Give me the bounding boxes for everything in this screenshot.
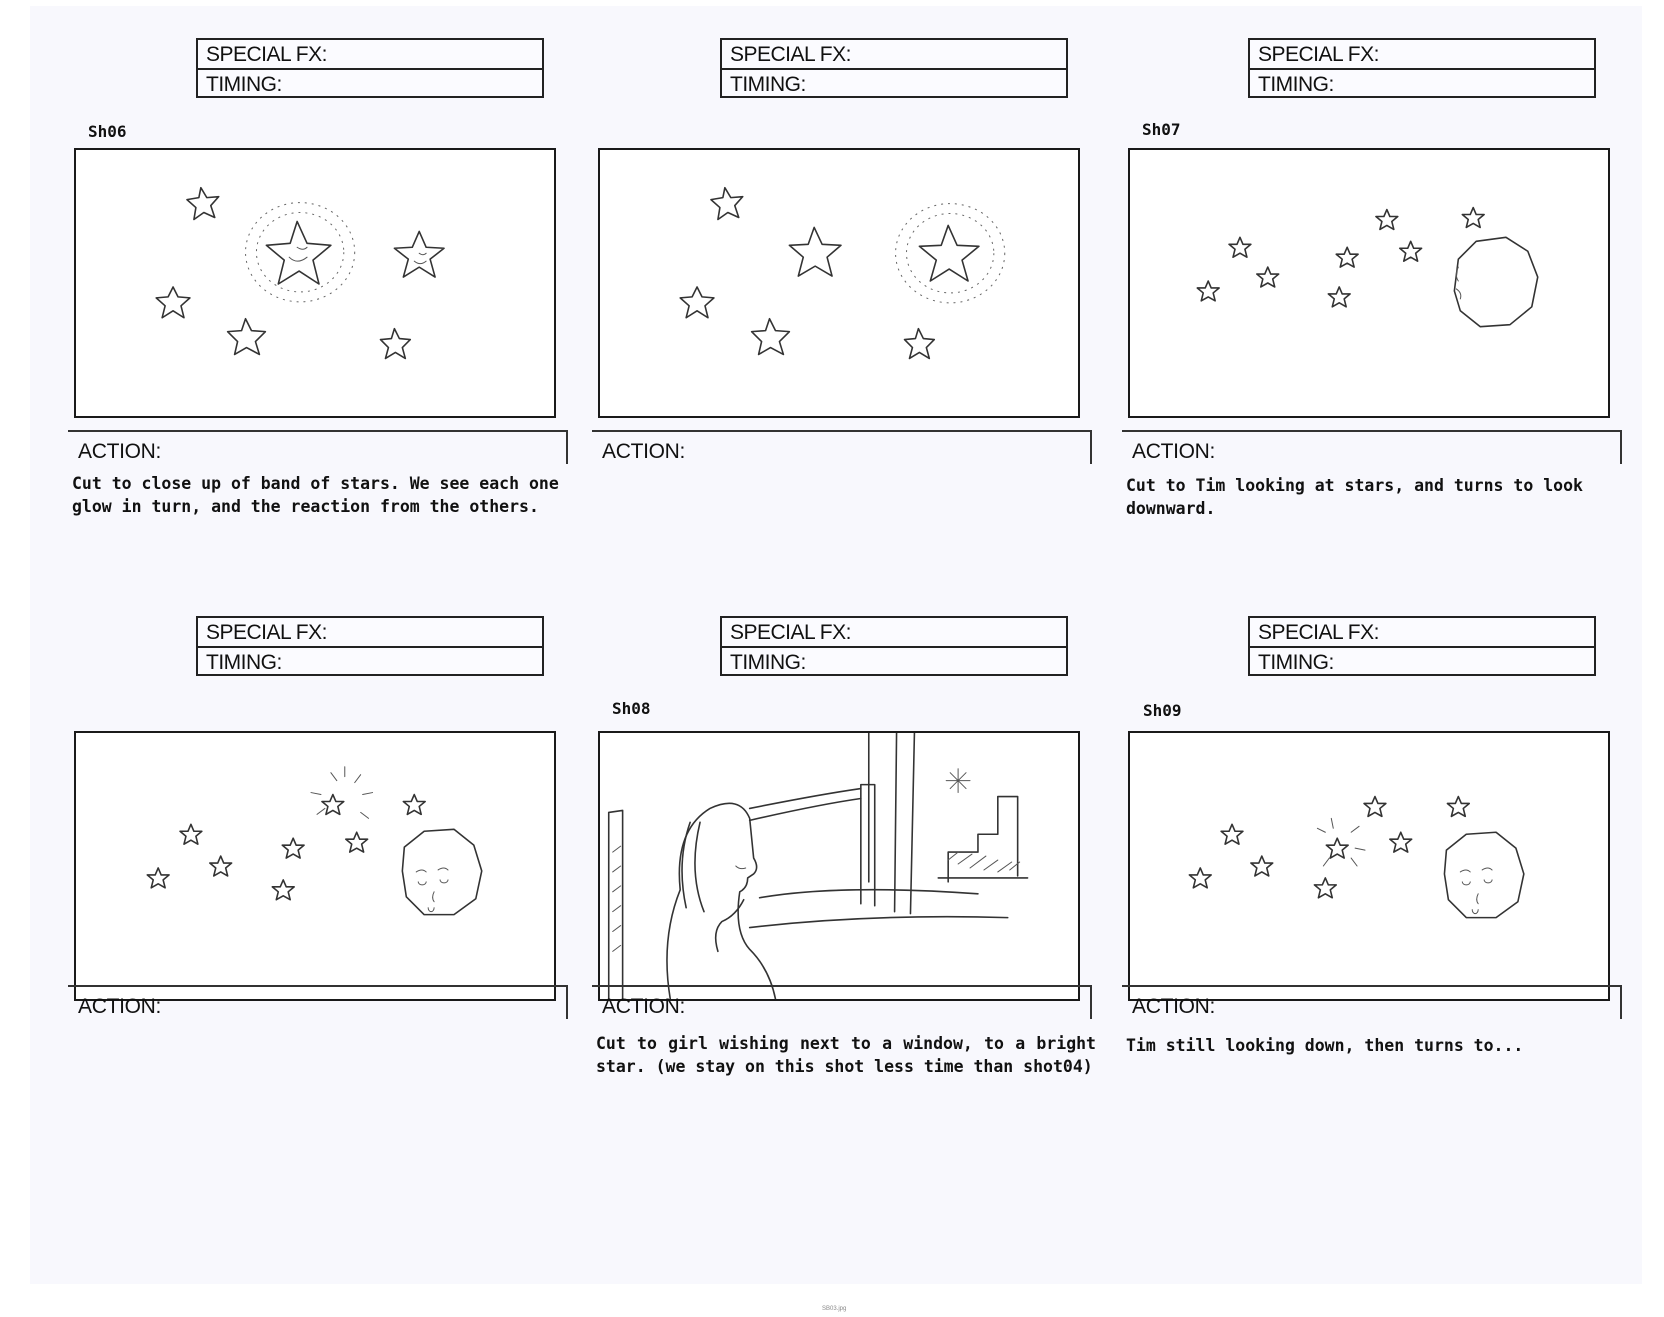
action-label-5: ACTION:: [602, 995, 686, 1018]
timing-label: TIMING:: [1258, 73, 1334, 96]
action-text-1: Cut to close up of band of stars. We see each one glow in turn, and the reaction from the others.: [72, 474, 559, 516]
panel-frame-1: [74, 148, 556, 418]
timing-label: TIMING:: [206, 73, 282, 96]
sketch-band-of-stars-2: [600, 150, 1078, 416]
special-fx-label: SPECIAL FX:: [1250, 618, 1594, 648]
shot-label-6: Sh09: [1143, 701, 1182, 720]
action-text-6: Tim still looking down, then turns to...: [1126, 1036, 1524, 1055]
file-name-footer: SB03.jpg: [822, 1306, 847, 1312]
fx-timing-box-1: [196, 38, 544, 98]
action-label-6: ACTION:: [1132, 995, 1216, 1018]
special-fx-label: SPECIAL FX:: [1250, 40, 1594, 70]
panel-frame-6: [1128, 731, 1610, 1001]
fx-timing-box-6: [1248, 616, 1596, 676]
fx-timing-box-5: [720, 616, 1068, 676]
timing-label: TIMING:: [1258, 651, 1334, 674]
fx-timing-box-4: [196, 616, 544, 676]
shot-label-1: Sh06: [88, 122, 127, 141]
panel-frame-3: [1128, 148, 1610, 418]
special-fx-label: SPECIAL FX:: [198, 618, 542, 648]
fx-timing-box-3: [1248, 38, 1596, 98]
action-text-5: Cut to girl wishing next to a window, to a bright star. (we stay on this shot less time than shot04): [596, 1034, 1096, 1076]
shot-label-5: Sh08: [612, 699, 651, 718]
timing-label: TIMING:: [206, 651, 282, 674]
sketch-tim-looking-at-stars: [1130, 150, 1608, 416]
sketch-girl-wishing-at-window: [600, 733, 1078, 999]
sketch-band-of-stars-1: [76, 150, 554, 416]
timing-label: TIMING:: [730, 651, 806, 674]
storyboard-sheet: [30, 6, 1642, 1284]
sketch-tim-and-glowing-star: [76, 733, 554, 999]
action-label-1: ACTION:: [78, 440, 162, 463]
panel-frame-2: [598, 148, 1080, 418]
fx-timing-box-2: [720, 38, 1068, 98]
action-label-4: ACTION:: [78, 995, 162, 1018]
action-text-3: Cut to Tim looking at stars, and turns to look downward.: [1126, 476, 1583, 518]
special-fx-label: SPECIAL FX:: [198, 40, 542, 70]
action-label-2: ACTION:: [602, 440, 686, 463]
panel-frame-5: [598, 731, 1080, 1001]
special-fx-label: SPECIAL FX:: [722, 618, 1066, 648]
shot-label-3: Sh07: [1142, 120, 1181, 139]
sketch-tim-still-looking-down: [1130, 733, 1608, 999]
panel-frame-4: [74, 731, 556, 1001]
special-fx-label: SPECIAL FX:: [722, 40, 1066, 70]
action-label-3: ACTION:: [1132, 440, 1216, 463]
timing-label: TIMING:: [730, 73, 806, 96]
